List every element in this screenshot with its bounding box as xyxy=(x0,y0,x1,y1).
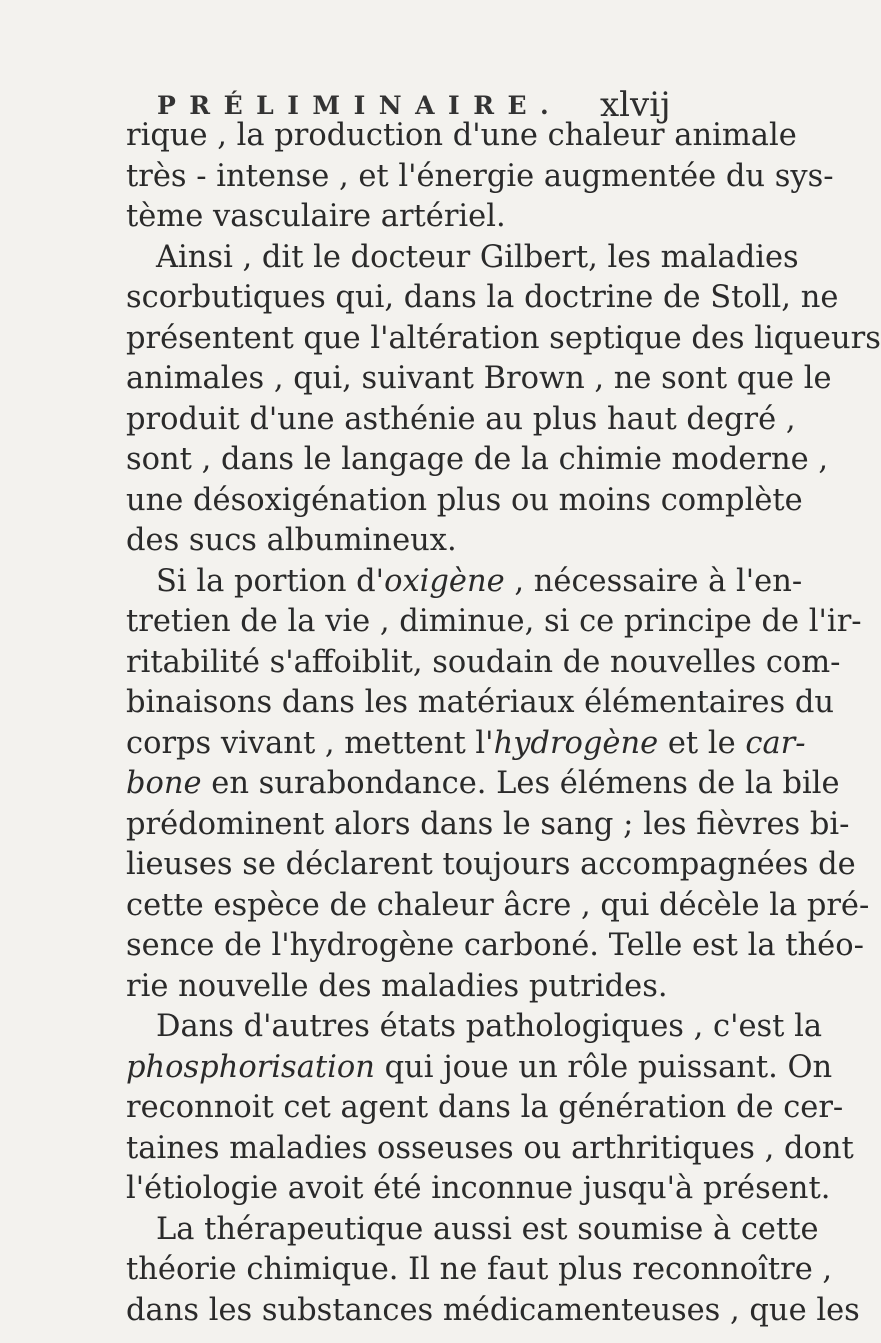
text-line: présentent que l'altération septique des liqueurs xyxy=(126,320,881,356)
text-line: cette espèce de chaleur âcre , qui décèle la pré- xyxy=(126,887,870,923)
text-line: lieuses se déclarent toujours accompagnées de xyxy=(126,847,856,882)
text-line: bone en surabondance. Les élémens de la bile xyxy=(126,766,840,801)
text-line: animales , qui, suivant Brown , ne sont que le xyxy=(126,361,832,396)
page-number: xlvij xyxy=(600,85,671,125)
text-line: très - intense , et l'énergie augmentée du sys- xyxy=(126,158,834,194)
text-line: rie nouvelle des maladies putrides. xyxy=(126,968,668,1004)
text-line: Dans d'autres états pathologiques , c'est la xyxy=(156,1009,823,1044)
text-line: dans les substances médicamenteuses , que les xyxy=(126,1292,860,1328)
text-line: ritabilité s'affoiblit, soudain de nouvelles com- xyxy=(126,644,841,680)
text-line: La thérapeutique aussi est soumise à cette xyxy=(156,1211,819,1247)
text-line: des sucs albumineux. xyxy=(126,523,457,558)
text-line: sence de l'hydrogène carboné. Telle est la théo- xyxy=(126,928,864,963)
text-line: rique , la production d'une chaleur animale xyxy=(126,118,797,153)
text-line: scorbutiques qui, dans la doctrine de Stoll, ne xyxy=(126,280,839,315)
text-line: tème vasculaire artériel. xyxy=(126,199,506,234)
text-line: Ainsi , dit le docteur Gilbert, les maladies xyxy=(156,239,799,275)
text-line: prédominent alors dans le sang ; les fièvres bi- xyxy=(126,806,850,842)
text-line: binaisons dans les matériaux élémentaires du xyxy=(126,685,834,720)
text-line: taines maladies osseuses ou arthritiques , dont xyxy=(126,1130,854,1166)
text-line: une désoxigénation plus ou moins complète xyxy=(126,482,803,518)
running-title: PRÉLIMINAIRE. xyxy=(157,91,563,120)
text-line: Si la portion d'oxigène , nécessaire à l'en- xyxy=(156,563,803,599)
text-line: l'étiologie avoit été inconnue jusqu'à présent. xyxy=(126,1171,831,1206)
text-line: théorie chimique. Il ne faut plus reconnoître , xyxy=(126,1252,833,1287)
body-text xyxy=(126,116,881,1331)
text-line: tretien de la vie , diminue, si ce principe de l'ir- xyxy=(126,604,862,639)
text-line: reconnoit cet agent dans la génération de cer- xyxy=(126,1090,844,1125)
text-line: produit d'une asthénie au plus haut degré , xyxy=(126,401,796,437)
text-line: phosphorisation qui joue un rôle puissant. On xyxy=(126,1049,833,1085)
text-line: corps vivant , mettent l'hydrogène et le car- xyxy=(126,725,806,761)
text-line: sont , dans le langage de la chimie moderne , xyxy=(126,442,829,477)
